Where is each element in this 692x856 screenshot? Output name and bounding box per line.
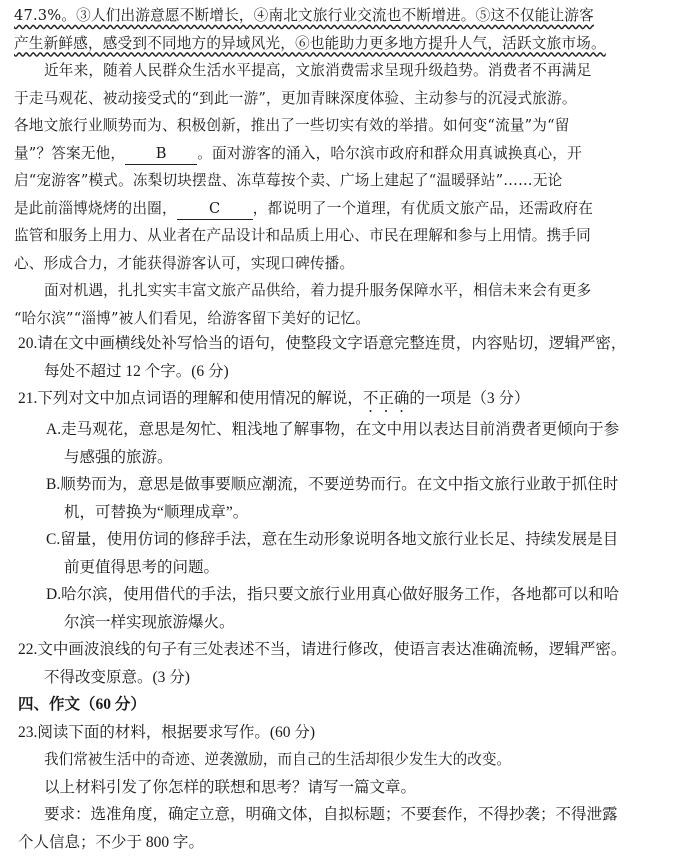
section-heading: 四、作文（60 分） bbox=[18, 691, 678, 719]
passage-line: 面对机遇，扎扎实实丰富文旅产品供给，着力提升服务保障水平，相信未来会有更多 bbox=[14, 277, 678, 305]
option-a-cont: 与感强的旅游。 bbox=[18, 444, 678, 472]
wavy-underlined-text: 47.3%。③人们出游意愿不断增长，④南北文旅行业交流也不断增进。⑤这不仅能让游客 bbox=[14, 7, 594, 24]
question-21 bbox=[18, 385, 678, 416]
question-22: 22.文中画波浪线的句子有三处表述不当，请进行修改，使语言表达准确流畅，逻辑严密。 bbox=[18, 636, 678, 664]
passage-text: 量”？答案无他， bbox=[14, 145, 125, 162]
passage-line bbox=[14, 140, 678, 168]
passage-text: 是此前淄博烧烤的出圈， bbox=[14, 200, 177, 217]
option-b: B.顺势而为，意思是做事要顺应潮流，不要逆势而行。在文中指文旅行业敢于抓住时 bbox=[18, 471, 678, 499]
passage-line: 各地文旅行业顺势而为、积极创新，推出了一些切实有效的举措。如何变“流量”为“留 bbox=[14, 112, 678, 140]
passage-line: 监管和服务上用力、从业者在产品设计和品质上用心、市民在理解和参与上用情。携手同 bbox=[14, 222, 678, 250]
requirements-text: 要求：选准角度，确定立意，明确文体，自拟标题；不要套作，不得抄袭；不得泄露 bbox=[18, 801, 678, 829]
passage-line: 于走马观花、被动接受式的“到此一游”，更加青睐深度体验、主动参与的沉浸式旅游。 bbox=[14, 85, 678, 113]
passage-line: “哈尔滨”“淄博”被人们看见，给游客留下美好的记忆。 bbox=[14, 305, 678, 333]
blank-c: C bbox=[177, 199, 253, 220]
passage-line: 启“宠游客”模式。冻梨切块摆盘、冻草莓按个卖、广场上建起了“温暖驿站”……无论 bbox=[14, 167, 678, 195]
blank-b: B bbox=[125, 144, 197, 165]
question-21-stem: 21.下列对文中加点词语的理解和使用情况的解说， bbox=[18, 390, 363, 407]
question-23: 23.阅读下面的材料，根据要求写作。(60 分) bbox=[18, 719, 678, 747]
questions-block bbox=[18, 330, 678, 856]
question-20-cont: 每处不超过 12 个字。(6 分) bbox=[18, 358, 678, 386]
prompt-text: 以上材料引发了你怎样的联想和思考？请写一篇文章。 bbox=[18, 774, 678, 802]
material-text: 我们常被生活中的奇迹、逆袭激励，而自己的生活却很少发生大的改变。 bbox=[18, 746, 678, 774]
option-a: A.走马观花，意思是匆忙、粗浅地了解事物，在文中用以表达目前消费者更倾向于参 bbox=[18, 416, 678, 444]
option-b-cont: 机，可替换为“顺理成章”。 bbox=[18, 499, 678, 527]
passage-line bbox=[14, 2, 678, 30]
passage-line: 心、形成合力，才能获得游客认可，实现口碑传播。 bbox=[14, 250, 678, 278]
option-d: D.哈尔滨，使用借代的手法，指只要文旅行业用真心做好服务工作，各地都可以和哈 bbox=[18, 581, 678, 609]
passage-line bbox=[14, 30, 678, 58]
wavy-underlined-text: 产生新鲜感，感受到不同地方的异域风光，⑥也能助力更多地方提升人气，活跃文旅市场。 bbox=[14, 35, 606, 52]
passage-line bbox=[14, 195, 678, 223]
reading-passage bbox=[14, 2, 678, 332]
requirements-cont: 个人信息；不少于 800 字。 bbox=[18, 829, 678, 856]
question-21-score: 的一项是（3 分） bbox=[409, 390, 529, 407]
option-d-cont: 尔滨一样实现旅游爆火。 bbox=[18, 609, 678, 637]
question-20: 20.请在文中画横线处补写恰当的语句，使整段文字语意完整连贯，内容贴切，逻辑严密， bbox=[18, 330, 678, 358]
passage-line: 近年来，随着人民群众生活水平提高，文旅消费需求呈现升级趋势。消费者不再满足 bbox=[14, 57, 678, 85]
question-22-cont: 不得改变原意。(3 分) bbox=[18, 664, 678, 692]
passage-text: 。面对游客的涌入，哈尔滨市政府和群众用真诚换真心，开 bbox=[197, 145, 582, 162]
passage-text: ，都说明了一个道理，有优质文旅产品，还需政府在 bbox=[253, 200, 593, 217]
emphasized-word: 不正确 bbox=[363, 390, 410, 407]
option-c: C.留量，使用仿词的修辞手法，意在生动形象说明各地文旅行业长足、持续发展是目 bbox=[18, 526, 678, 554]
option-c-cont: 前更值得思考的问题。 bbox=[18, 554, 678, 582]
